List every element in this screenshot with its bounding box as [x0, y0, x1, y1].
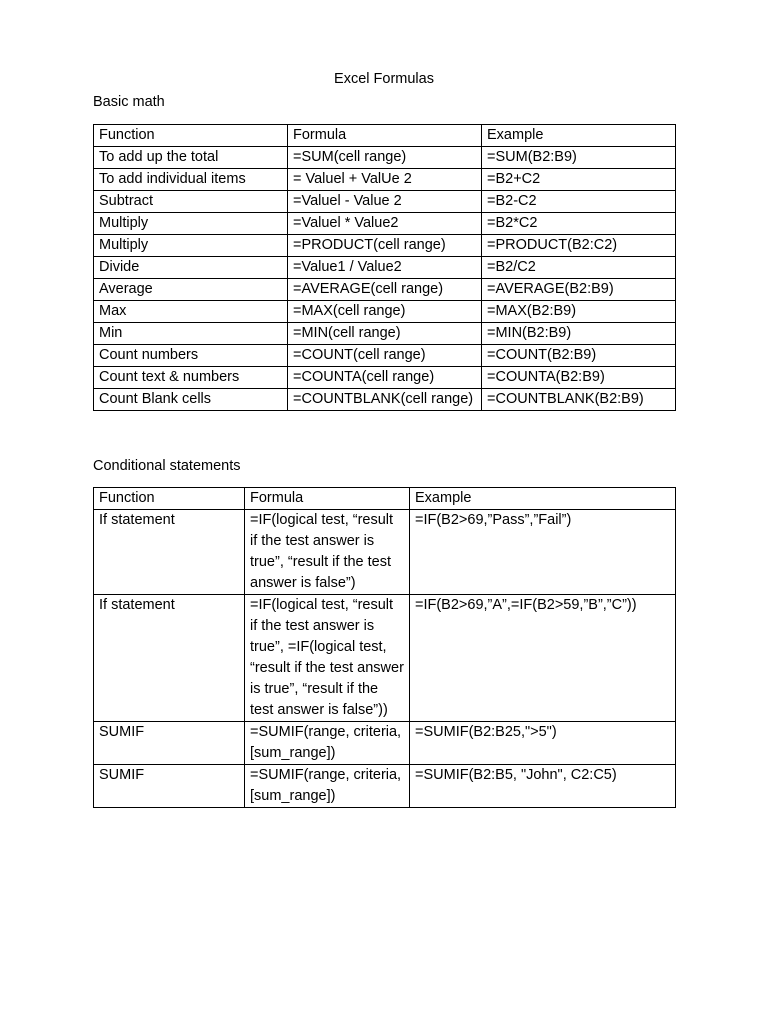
cell-example: =B2-C2: [482, 191, 676, 213]
cell-formula: =SUMIF(range, criteria, [sum_range]): [245, 765, 410, 808]
cell-example: =SUMIF(B2:B5, "John", C2:C5): [410, 765, 676, 808]
cell-example: =MAX(B2:B9): [482, 301, 676, 323]
table-row: [94, 367, 676, 389]
cell-function: To add up the total: [94, 147, 288, 169]
cell-example: =AVERAGE(B2:B9): [482, 279, 676, 301]
cell-function: To add individual items: [94, 169, 288, 191]
table-row: [94, 279, 676, 301]
table-row: [94, 389, 676, 411]
conditional-statements-table: [93, 487, 676, 808]
cell-example: =IF(B2>69,”A”,=IF(B2>59,”B”,”C”)): [410, 595, 676, 722]
cell-function: Average: [94, 279, 288, 301]
table-row: [94, 765, 676, 808]
cell-formula: =AVERAGE(cell range): [288, 279, 482, 301]
table-row: [94, 301, 676, 323]
cell-example: =SUMIF(B2:B25,">5"): [410, 722, 676, 765]
cell-formula: =COUNT(cell range): [288, 345, 482, 367]
cell-formula: =Valuel - Value 2: [288, 191, 482, 213]
table-row: [94, 169, 676, 191]
header-formula: Formula: [288, 125, 482, 147]
table-row: [94, 722, 676, 765]
cell-formula: =SUMIF(range, criteria, [sum_range]): [245, 722, 410, 765]
cell-example: =IF(B2>69,”Pass”,”Fail”): [410, 510, 676, 595]
cell-formula: =PRODUCT(cell range): [288, 235, 482, 257]
cell-example: =MIN(B2:B9): [482, 323, 676, 345]
header-function: Function: [94, 125, 288, 147]
cell-function: If statement: [94, 510, 245, 595]
table-row: [94, 510, 676, 595]
table-row: [94, 323, 676, 345]
cell-function: SUMIF: [94, 722, 245, 765]
cell-function: Multiply: [94, 235, 288, 257]
cell-formula: =COUNTBLANK(cell range): [288, 389, 482, 411]
table-row: [94, 257, 676, 279]
cell-example: =B2*C2: [482, 213, 676, 235]
cell-example: =PRODUCT(B2:C2): [482, 235, 676, 257]
header-formula: Formula: [245, 488, 410, 510]
table-row: [94, 191, 676, 213]
cell-formula: =IF(logical test, “result if the test answer is true”, =IF(logical test, “result if the test answer is true”, “result if the test answer is false”)): [245, 595, 410, 722]
cell-function: Count numbers: [94, 345, 288, 367]
cell-formula: =Value1 / Value2: [288, 257, 482, 279]
table-header-row: [94, 125, 676, 147]
cell-function: Count Blank cells: [94, 389, 288, 411]
cell-example: =COUNTA(B2:B9): [482, 367, 676, 389]
section-heading-basic-math: Basic math: [93, 94, 165, 110]
cell-formula: =MAX(cell range): [288, 301, 482, 323]
cell-function: Multiply: [94, 213, 288, 235]
table-row: [94, 595, 676, 722]
cell-example: =B2/C2: [482, 257, 676, 279]
table-row: [94, 213, 676, 235]
cell-example: =COUNTBLANK(B2:B9): [482, 389, 676, 411]
cell-example: =SUM(B2:B9): [482, 147, 676, 169]
cell-formula: =IF(logical test, “result if the test answer is true”, “result if the test answer is false”): [245, 510, 410, 595]
cell-formula: =MIN(cell range): [288, 323, 482, 345]
cell-function: SUMIF: [94, 765, 245, 808]
document-title: Excel Formulas: [334, 71, 434, 87]
table-row: [94, 235, 676, 257]
cell-formula: =Valuel * Value2: [288, 213, 482, 235]
cell-formula: =SUM(cell range): [288, 147, 482, 169]
header-example: Example: [482, 125, 676, 147]
table-row: [94, 147, 676, 169]
basic-math-table: [93, 124, 676, 411]
cell-example: =COUNT(B2:B9): [482, 345, 676, 367]
cell-function: Count text & numbers: [94, 367, 288, 389]
header-function: Function: [94, 488, 245, 510]
cell-formula: =COUNTA(cell range): [288, 367, 482, 389]
cell-function: Max: [94, 301, 288, 323]
section-heading-conditional-statements: Conditional statements: [93, 458, 241, 474]
header-example: Example: [410, 488, 676, 510]
cell-formula: = Valuel + ValUe 2: [288, 169, 482, 191]
table-header-row: [94, 488, 676, 510]
cell-function: Min: [94, 323, 288, 345]
cell-function: Divide: [94, 257, 288, 279]
cell-function: Subtract: [94, 191, 288, 213]
table-row: [94, 345, 676, 367]
cell-example: =B2+C2: [482, 169, 676, 191]
cell-function: If statement: [94, 595, 245, 722]
